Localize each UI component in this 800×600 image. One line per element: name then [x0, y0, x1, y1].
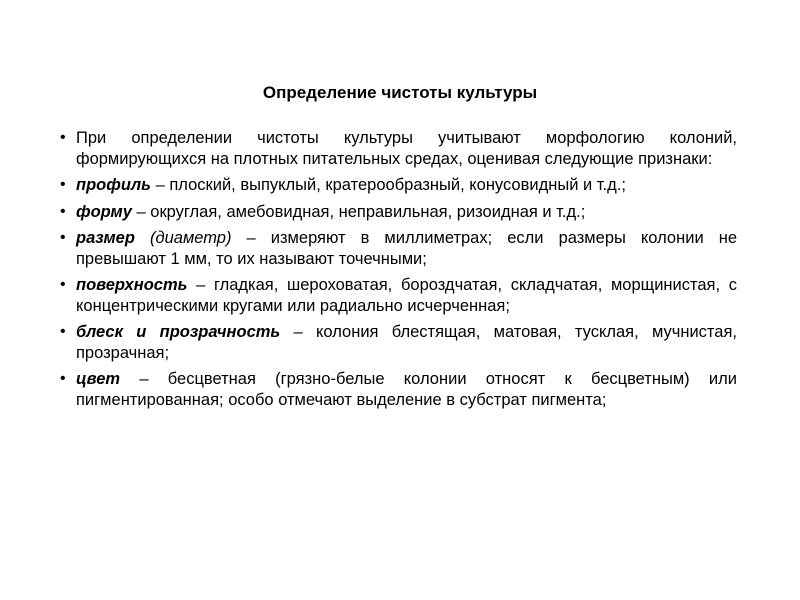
list-item-shape — [60, 202, 737, 223]
list-item-intro — [60, 128, 737, 169]
term-shape: форму — [76, 202, 132, 221]
term-surface: поверхность — [76, 276, 188, 294]
list-item-surface — [60, 275, 737, 316]
bullet-list — [60, 128, 737, 416]
bullet-icon: • — [60, 129, 66, 146]
list-item-profile — [60, 175, 737, 196]
bullet-icon: • — [60, 176, 66, 193]
bullet-icon: • — [60, 202, 66, 220]
term-gloss: блеск и прозрачность — [76, 323, 281, 341]
text-surface: – гладкая, шероховатая, бороздчатая, складчатая, морщинистая, с концентрическими кругами или радиально исчерченная; — [76, 276, 737, 315]
term-color: цвет — [76, 370, 121, 388]
list-item-size — [60, 228, 737, 269]
text-shape: – округлая, амебовидная, неправильная, ризоидная и т.д.; — [131, 202, 586, 221]
bullet-icon: • — [60, 229, 66, 246]
slide-title: Определение чистоты культуры — [262, 83, 538, 102]
bullet-icon: • — [60, 276, 66, 293]
intro-text: При определении чистоты культуры учитывают морфологию колоний, формирующихся на плотных питательных средах, оценивая следующие признаки: — [76, 129, 737, 168]
term-size: размер — [76, 229, 135, 247]
term-profile: профиль — [76, 176, 151, 194]
bullet-icon: • — [60, 323, 66, 340]
list-item-gloss — [60, 322, 737, 363]
text-color: – бесцветная (грязно-белые колонии относят к бесцветным) или пигментированная; особо отмечают выделение в субстрат пигмента; — [76, 370, 737, 409]
text-gloss: – колония блестящая, матовая, тусклая, мучнистая, прозрачная; — [76, 323, 737, 362]
list-item-color — [60, 369, 737, 410]
text-size: – измеряют в миллиметрах; если размеры колонии не превышают 1 мм, то их называют точечными; — [76, 229, 737, 268]
text-profile: – плоский, выпуклый, кратерообразный, конусовидный и т.д.; — [150, 176, 626, 194]
note-size: (диаметр) — [134, 229, 232, 247]
bullet-icon: • — [60, 370, 66, 387]
